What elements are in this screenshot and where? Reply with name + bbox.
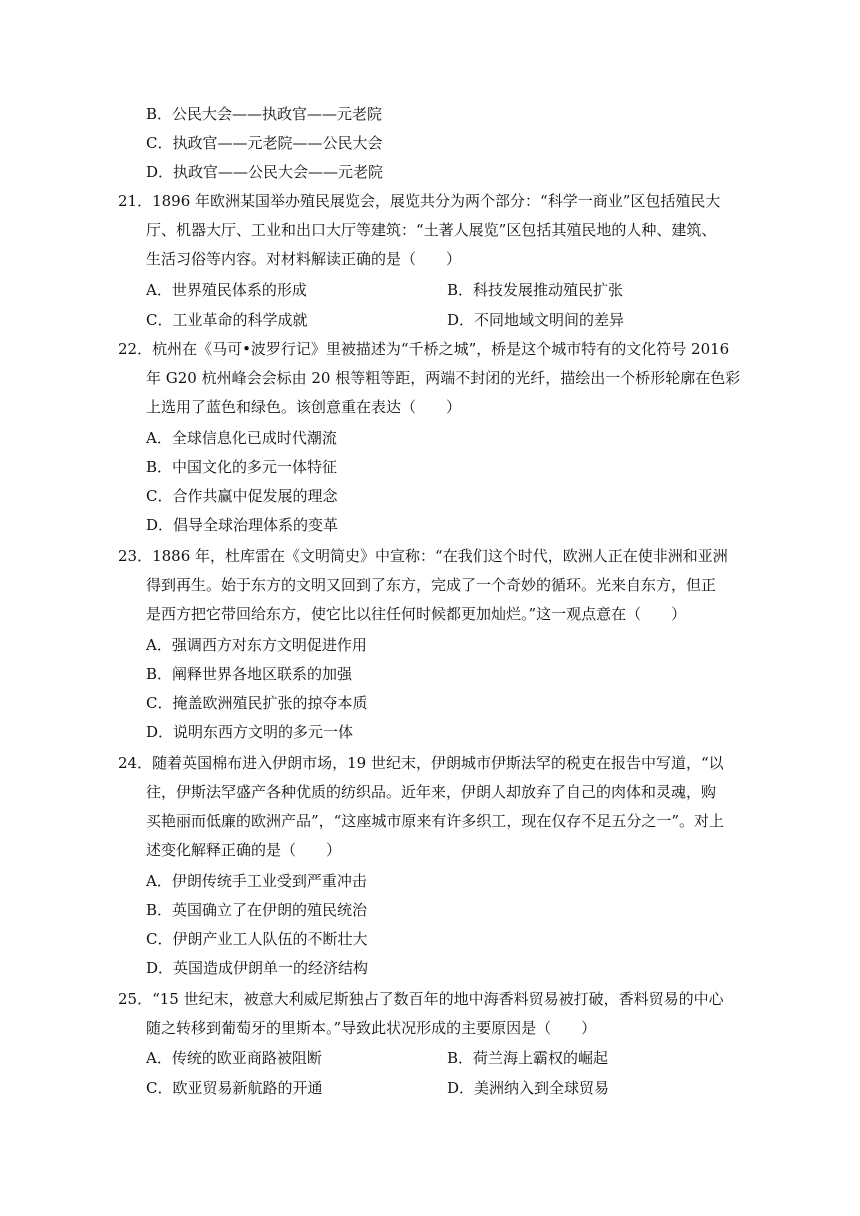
q23-option-d: D．说明东西方文明的多元一体 (146, 723, 354, 741)
q22-option-c: C．合作共赢中促发展的理念 (146, 487, 338, 505)
q24-stem-line-2: 往，伊斯法罕盛产各种优质的纺织品。近年来，伊朗人却放弃了自己的肉体和灵魂，购 (146, 783, 717, 801)
q25-option-d: D．美洲纳入到全球贸易 (447, 1079, 610, 1097)
q22-stem-line-3: 上选用了蓝色和绿色。该创意重在表达（ ） (146, 398, 462, 416)
q23-option-a: A．强调西方对东方文明促进作用 (146, 636, 367, 654)
q23-option-b: B．阐释世界各地区联系的加强 (146, 665, 353, 683)
q23-stem-line-2: 得到再生。始于东方的文明又回到了东方，完成了一个奇妙的循环。光来自东方，但正 (146, 576, 717, 594)
q22-option-d: D．倡导全球治理体系的变革 (146, 516, 339, 534)
prev-option-d: D．执政官——公民大会——元老院 (146, 163, 384, 181)
q24-stem-line-1: 24．随着英国棉布进入伊朗市场，19 世纪末，伊朗城市伊斯法罕的税吏在报告中写道，“以 (118, 754, 724, 772)
q24-option-c: C．伊朗产业工人队伍的不断壮大 (146, 930, 368, 948)
q24-option-a: A．伊朗传统手工业受到严重冲击 (146, 872, 367, 890)
q24-option-b: B．英国确立了在伊朗的殖民统治 (146, 901, 368, 919)
q25-stem-line-2: 随之转移到葡萄牙的里斯本。”导致此状况形成的主要原因是（ ） (146, 1019, 597, 1037)
q24-stem-line-3: 买艳丽而低廉的欧洲产品”，“这座城市原来有许多织工，现在仅存不足五分之一”。对上 (146, 812, 725, 830)
q21-option-c: C．工业革命的科学成就 (146, 311, 308, 329)
q23-option-c: C．掩盖欧洲殖民扩张的掠夺本质 (146, 694, 368, 712)
q22-stem-line-1: 22．杭州在《马可•波罗行记》里被描述为“千桥之城”，桥是这个城市特有的文化符号 2016 (118, 340, 730, 358)
q25-option-c: C．欧亚贸易新航路的开通 (146, 1079, 323, 1097)
q21-option-b: B．科技发展推动殖民扩张 (447, 281, 624, 299)
q25-option-b: B．荷兰海上霸权的崛起 (447, 1049, 609, 1067)
prev-option-c: C．执政官——元老院——公民大会 (146, 134, 383, 152)
q24-stem-line-4: 述变化解释正确的是（ ） (146, 841, 342, 859)
q25-option-a: A．传统的欧亚商路被阻断 (146, 1049, 322, 1067)
q21-option-a: A．世界殖民体系的形成 (146, 281, 307, 299)
q21-stem-line-1: 21．1896 年欧洲某国举办殖民展览会，展览共分为两个部分：“科学一商业”区包括殖民大 (118, 192, 721, 210)
q24-option-d: D．英国造成伊朗单一的经济结构 (146, 959, 369, 977)
q23-stem-line-1: 23．1886 年，杜库雷在《文明简史》中宣称：“在我们这个时代，欧洲人正在使非洲和亚洲 (118, 547, 728, 565)
q22-option-a: A．全球信息化已成时代潮流 (146, 429, 337, 447)
q22-stem-line-2: 年 G20 杭州峰会会标由 20 根等粗等距，两端不封闭的光纤，描绘出一个桥形轮廓在色彩 (146, 369, 741, 387)
prev-option-b: B．公民大会——执政官——元老院 (146, 105, 383, 123)
q22-option-b: B．中国文化的多元一体特征 (146, 458, 338, 476)
q25-stem-line-1: 25．“15 世纪末，被意大利威尼斯独占了数百年的地中海香料贸易被打破，香料贸易的中心 (118, 990, 724, 1008)
q21-stem-line-3: 生活习俗等内容。对材料解读正确的是（ ） (146, 250, 462, 268)
q21-option-d: D．不同地域文明间的差异 (447, 311, 625, 329)
q23-stem-line-3: 是西方把它带回给东方，使它比以往任何时候都更加灿烂。”这一观点意在（ ） (146, 605, 687, 623)
q21-stem-line-2: 厅、机器大厅、工业和出口大厅等建筑：“土著人展览”区包括其殖民地的人种、建筑、 (146, 221, 717, 239)
